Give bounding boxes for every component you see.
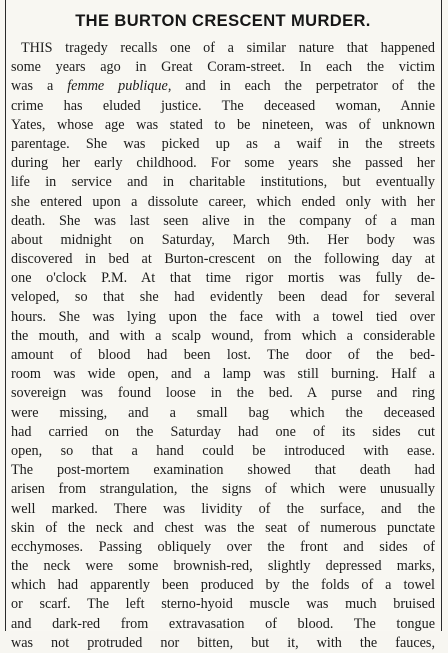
- article-line: the mouth, and with a scalp wound, from which a considerable: [11, 327, 435, 344]
- article-line: which had apparently been produced by the folds of a towel: [11, 577, 435, 594]
- article-line: was a femme publique, and in each the perpetrator of the: [11, 78, 435, 95]
- article-line: were missing, and a small bag which the deceased: [11, 404, 435, 421]
- article-line: she entered upon a dissolute career, which ended only with her: [11, 193, 435, 210]
- article-line: open, so that a hand could be introduced with ease.: [11, 442, 435, 459]
- article-line: ecchymoses. Passing obliquely over the front and sides of: [11, 538, 435, 555]
- article-line: veloped, so that she had evidently been dead for several: [11, 289, 435, 306]
- article-line: one o'clock P.M. At that time rigor mortis was fully de-: [11, 270, 435, 287]
- article-line: sovereign was found loose in the bed. A purse and ring: [11, 385, 435, 402]
- article-line: arisen from strangulation, the signs of which were unusually: [11, 481, 435, 498]
- article-line: Yates, whose age was stated to be nineteen, was of unknown: [11, 116, 435, 133]
- article-headline: THE BURTON CRESCENT MURDER.: [75, 12, 371, 30]
- article-line: the neck were some brownish-red, slightly depressed marks,: [11, 558, 435, 575]
- article-line: hours. She was lying upon the face with a towel tied over: [11, 308, 435, 325]
- article-line: THIS tragedy recalls one of a similar nature that happened: [21, 40, 435, 56]
- article-line: parentage. She was picked up as a waif in the streets: [11, 135, 435, 152]
- article-line: had carried on the Saturday had one of its sides cut: [11, 423, 435, 440]
- article-line: The post-mortem examination showed that death had: [11, 462, 435, 479]
- article-line: about midnight on Saturday, March 9th. Her body was: [11, 231, 435, 248]
- article-line: room was wide open, and a lamp was still burning. Half a: [11, 366, 435, 383]
- article-line: amount of blood had been lost. The door of the bed-: [11, 347, 435, 363]
- article-line: crime has eluded justice. The deceased woman, Annie: [11, 97, 435, 114]
- article-body: [11, 39, 435, 653]
- article-line: skin of the neck and chest was the seat of numerous punctate: [11, 519, 435, 536]
- article-line: during her early childhood. For some years she passed her: [11, 155, 435, 172]
- article-line: discovered in bed at Burton-crescent on the following day at: [11, 251, 435, 268]
- article-line: life in service and in charitable institutions, but eventually: [11, 174, 435, 191]
- article-line: some years ago in Great Coram-street. In each the victim: [11, 59, 435, 76]
- italic-phrase: femme publique: [67, 78, 168, 95]
- column-rule-right: [441, 0, 442, 631]
- article-line: well marked. There was lividity of the surface, and the: [11, 500, 435, 517]
- article-line: death. She was last seen alive in the company of a man: [11, 212, 435, 229]
- article-line: was not protruded nor bitten, but it, with the fauces,: [11, 634, 435, 651]
- column-rule-left: [5, 0, 6, 631]
- article-line: and dark-red from extravasation of blood. The tongue: [11, 615, 435, 632]
- article-line: or scarf. The left sterno-hyoid muscle was much bruised: [11, 596, 435, 613]
